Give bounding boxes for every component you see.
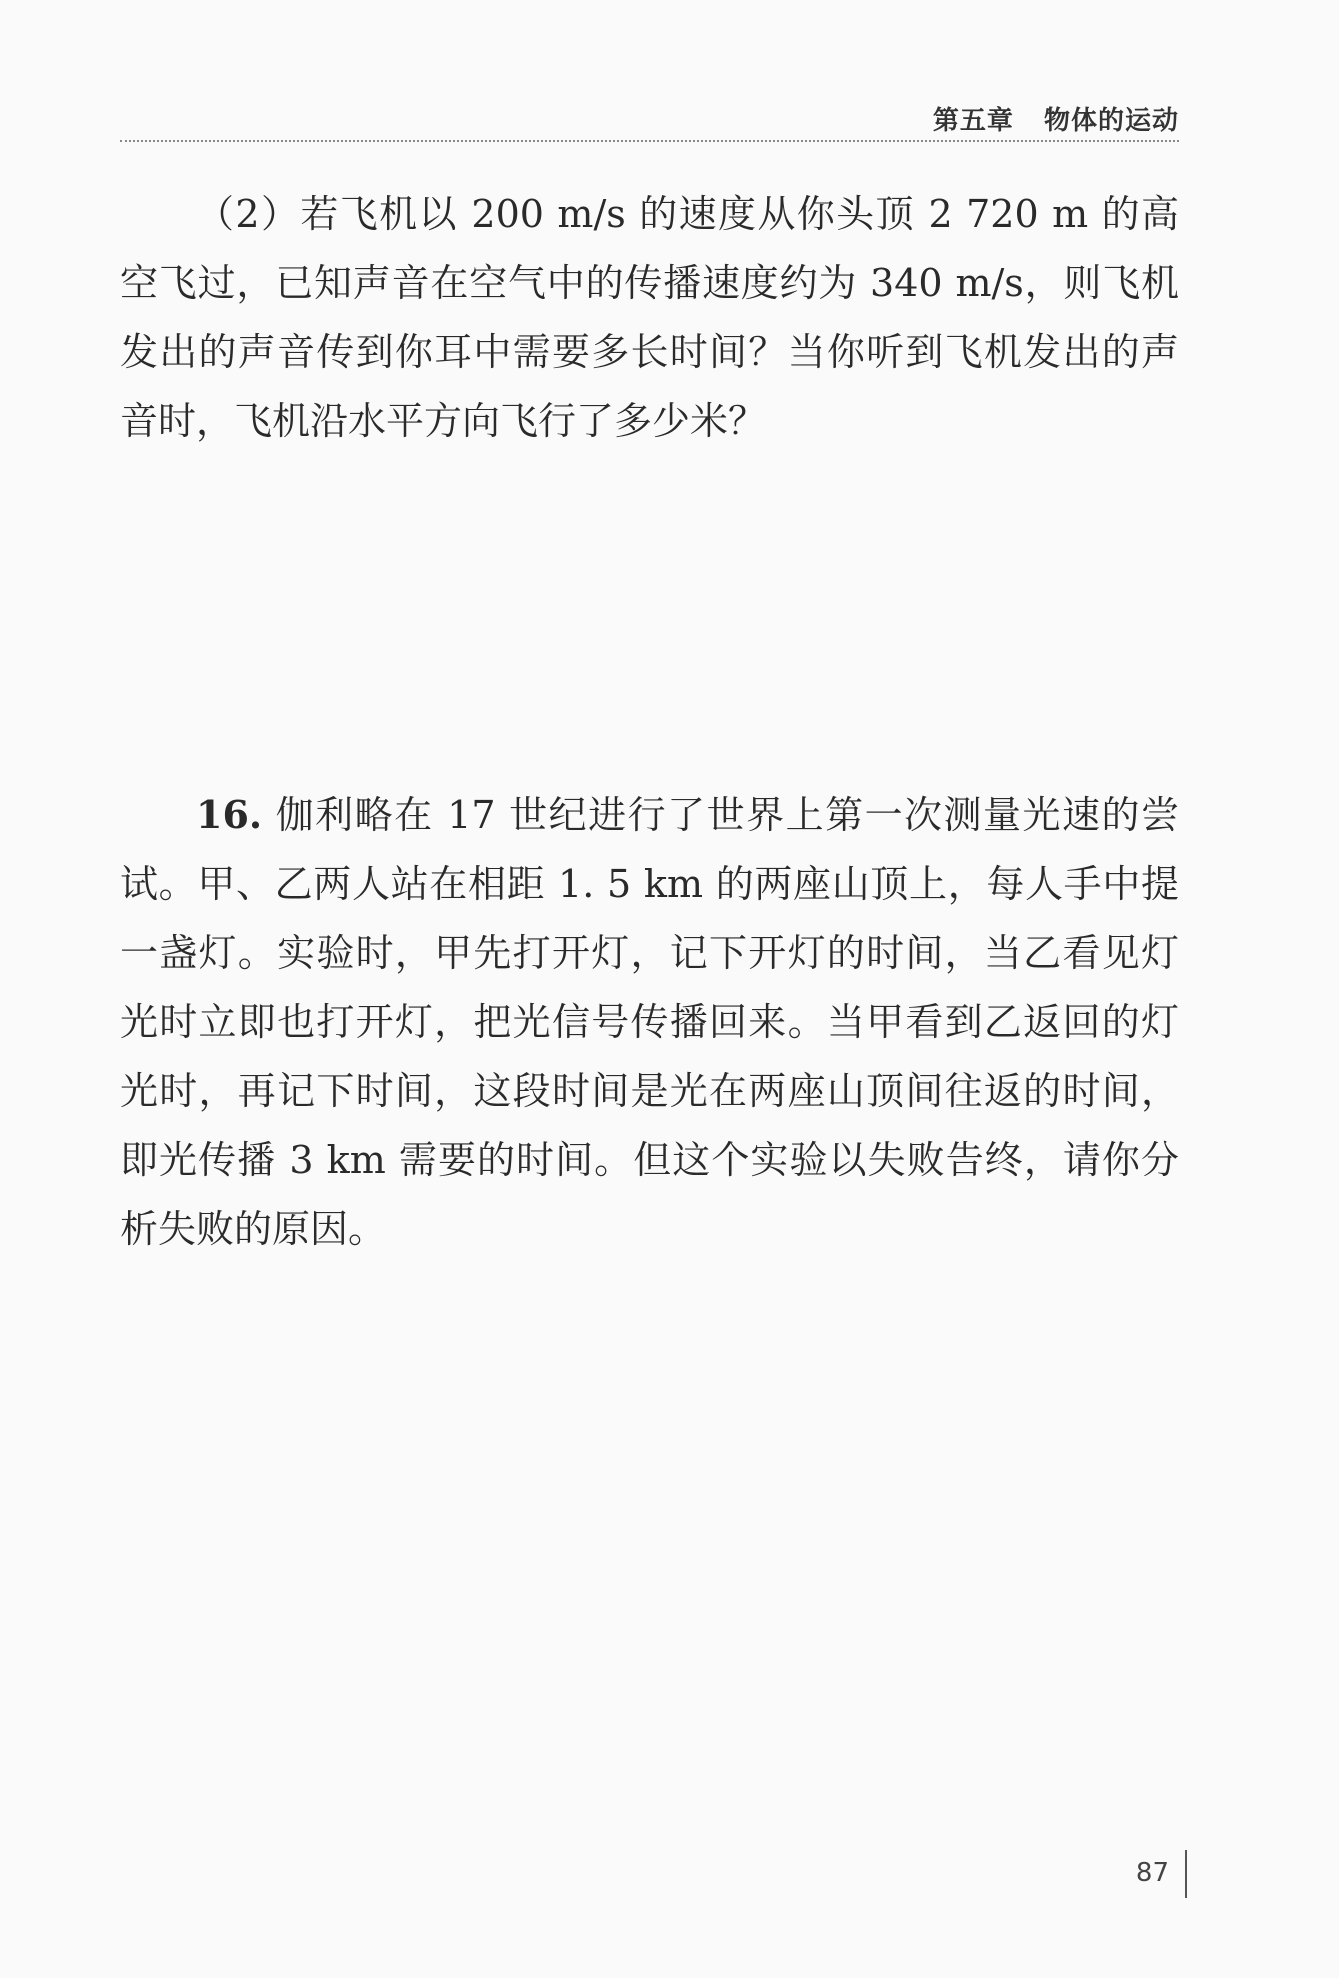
header-dotted-rule bbox=[120, 140, 1179, 142]
question-16-number: 16. bbox=[196, 792, 263, 837]
question-15-part-2 bbox=[120, 180, 1179, 456]
page-number-rule bbox=[1185, 1850, 1187, 1898]
chapter-label: 第五章 bbox=[932, 106, 1014, 136]
chapter-title: 物体的运动 bbox=[1043, 106, 1179, 136]
question-15-part-2-text: （2）若飞机以 200 m/s 的速度从你头顶 2 720 m 的高空飞过，已知声音在空气中的传播速度约为 340 m/s，则飞机发出的声音传到你耳中需要多长时间？当你听到飞机发出的声音时，飞机沿水平方向飞行了多少米？ bbox=[120, 192, 1179, 443]
question-16-text: 伽利略在 17 世纪进行了世界上第一次测量光速的尝试。甲、乙两人站在相距 1. 5 km 的两座山顶上，每人手中提一盏灯。实验时，甲先打开灯，记下开灯的时间，当乙看见灯光时立即也打开灯，把光信号传播回来。当甲看到乙返回的灯光时，再记下时间，这段时间是光在两座山顶间往返的时间，即光传播 3 km 需要的时间。但这个实验以失败告终，请你分析失败的原因。 bbox=[120, 793, 1179, 1251]
page-number: 87 bbox=[1135, 1858, 1169, 1888]
question-16 bbox=[120, 780, 1179, 1264]
running-header bbox=[933, 100, 1179, 137]
